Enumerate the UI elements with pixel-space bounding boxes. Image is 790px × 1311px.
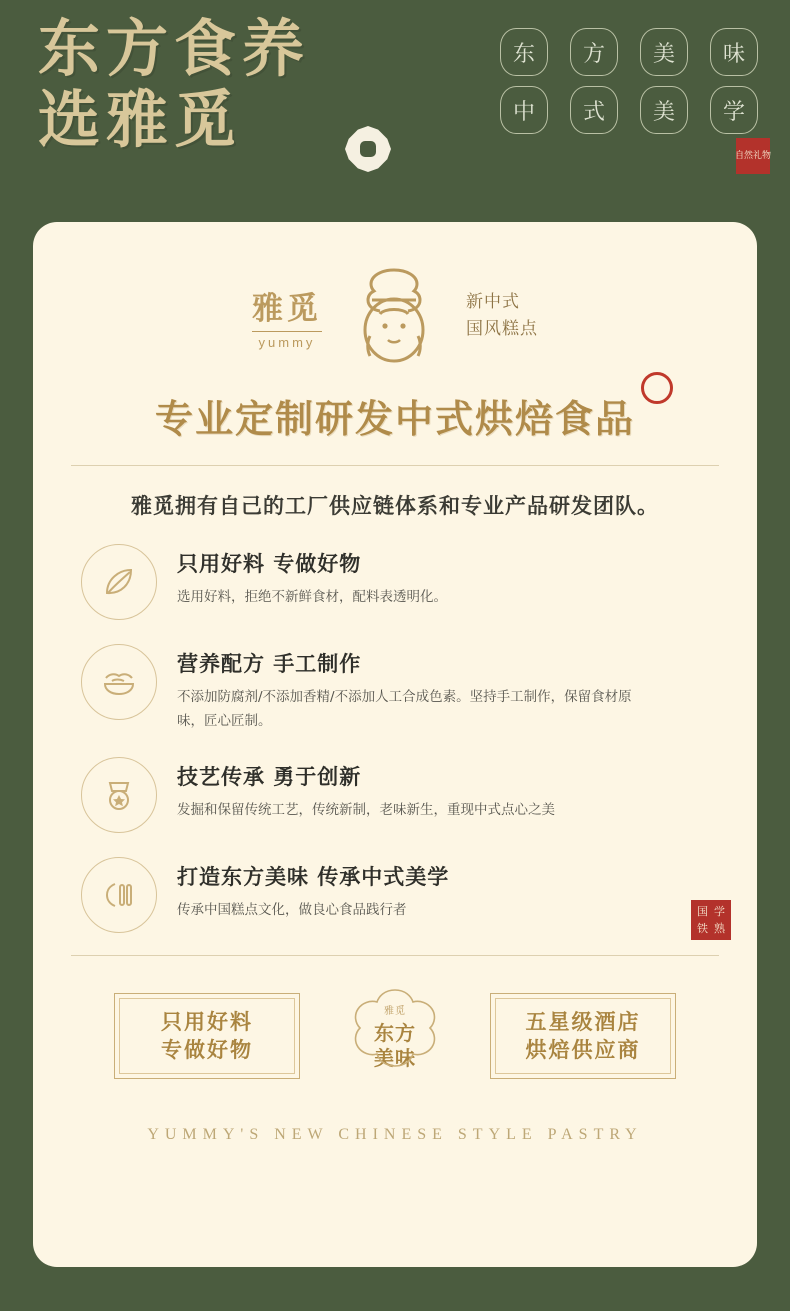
char-badge: 美 xyxy=(640,28,688,76)
content-card xyxy=(33,222,757,1267)
feature-body xyxy=(177,855,449,923)
header-seal-stamp xyxy=(736,138,770,174)
feature-title: 营养配方 手工制作 xyxy=(177,651,362,676)
sub-claim-text: 雅觅拥有自己的工厂供应链体系和专业产品研发团队。 xyxy=(131,493,659,518)
badge-row xyxy=(33,986,757,1086)
char-badge: 味 xyxy=(710,28,758,76)
headline-line-2: 选雅觅 xyxy=(38,82,243,156)
divider-top xyxy=(71,465,719,466)
brand-logo-row xyxy=(33,260,757,372)
leaf-icon xyxy=(81,544,157,620)
brand-mark xyxy=(252,283,322,350)
feature-item xyxy=(81,755,713,833)
quatrefoil-frame-icon xyxy=(336,986,454,1086)
quatrefoil-ornament-icon xyxy=(345,126,391,172)
feature-desc: 传承中国糕点文化，做良心食品践行者 xyxy=(177,902,407,919)
badge-center-line-1: 东方 xyxy=(374,1020,416,1045)
badge-left-line-2: 专做好物 xyxy=(161,1037,253,1063)
headline-block xyxy=(38,12,458,156)
char-badge: 美 xyxy=(640,86,688,134)
seal-char: 物 xyxy=(762,150,772,161)
character-badge-grid xyxy=(500,28,772,134)
feature-body xyxy=(177,542,447,610)
feature-desc: 发掘和保留传统工艺，传统新制，老味新生，重现中式点心之美 xyxy=(177,802,555,819)
feature-desc: 选用好料，拒绝不新鲜食材，配料表透明化。 xyxy=(177,589,447,605)
feature-title: 打造东方美味 传承中式美学 xyxy=(177,864,450,890)
feature-body xyxy=(177,642,647,733)
brand-name-cn: 雅觅 xyxy=(252,290,322,327)
seal-char: 礼 xyxy=(753,150,763,161)
pastry-icon xyxy=(81,857,157,933)
seal-char: 自 xyxy=(734,150,744,161)
main-title-wrap xyxy=(33,388,757,443)
page-header xyxy=(0,0,790,205)
badge-right xyxy=(490,993,676,1079)
seal-char: 熟 xyxy=(714,921,725,935)
char-badge: 方 xyxy=(570,28,618,76)
badge-right-line-2: 烘焙供应商 xyxy=(525,1037,641,1063)
feature-title: 技艺传承 勇于创新 xyxy=(177,764,362,790)
feature-item xyxy=(81,855,713,933)
feature-item xyxy=(81,642,713,733)
badge-right-line-1: 五星级酒店 xyxy=(525,1008,641,1034)
brand-name-en: yummy xyxy=(252,331,322,350)
seal-char: 然 xyxy=(743,150,753,161)
divider-bottom xyxy=(71,955,719,956)
char-badge: 中 xyxy=(500,86,548,134)
feature-list xyxy=(33,542,757,933)
medal-icon xyxy=(81,757,157,833)
seal-char: 铁 xyxy=(697,921,708,935)
badge-center xyxy=(336,986,454,1086)
headline-line-1: 东方食养 xyxy=(38,12,311,85)
seal-char: 国 xyxy=(697,904,708,918)
red-ring-accent-icon xyxy=(641,372,673,404)
page-title: 专业定制研发中式烘焙食品 xyxy=(154,396,635,441)
feature-title: 只用好料 专做好物 xyxy=(177,551,362,576)
chef-mascot-icon xyxy=(336,260,452,372)
badge-left xyxy=(114,993,300,1079)
char-badge: 学 xyxy=(710,86,758,134)
footer-tagline: YUMMY'S NEW CHINESE STYLE PASTRY xyxy=(147,1126,643,1144)
brand-slogan-line-1: 新中式 xyxy=(466,291,520,312)
brand-slogan xyxy=(466,289,538,343)
badge-center-brand: 雅觅 xyxy=(384,1005,406,1017)
hands-bowl-icon xyxy=(81,644,157,720)
feature-item xyxy=(81,542,713,620)
char-badge: 式 xyxy=(570,86,618,134)
feature-desc: 不添加防腐剂/不添加香精/不添加人工合成色素。坚持手工制作，保留食材原味，匠心匠制。 xyxy=(177,689,632,729)
seal-char: 学 xyxy=(714,904,725,918)
brand-slogan-line-2: 国风糕点 xyxy=(466,319,538,339)
card-seal-stamp xyxy=(691,900,731,940)
feature-body xyxy=(177,755,555,823)
badge-center-line-2: 美味 xyxy=(374,1045,416,1070)
badge-left-line-1: 只用好料 xyxy=(161,1008,253,1034)
char-badge: 东 xyxy=(500,28,548,76)
